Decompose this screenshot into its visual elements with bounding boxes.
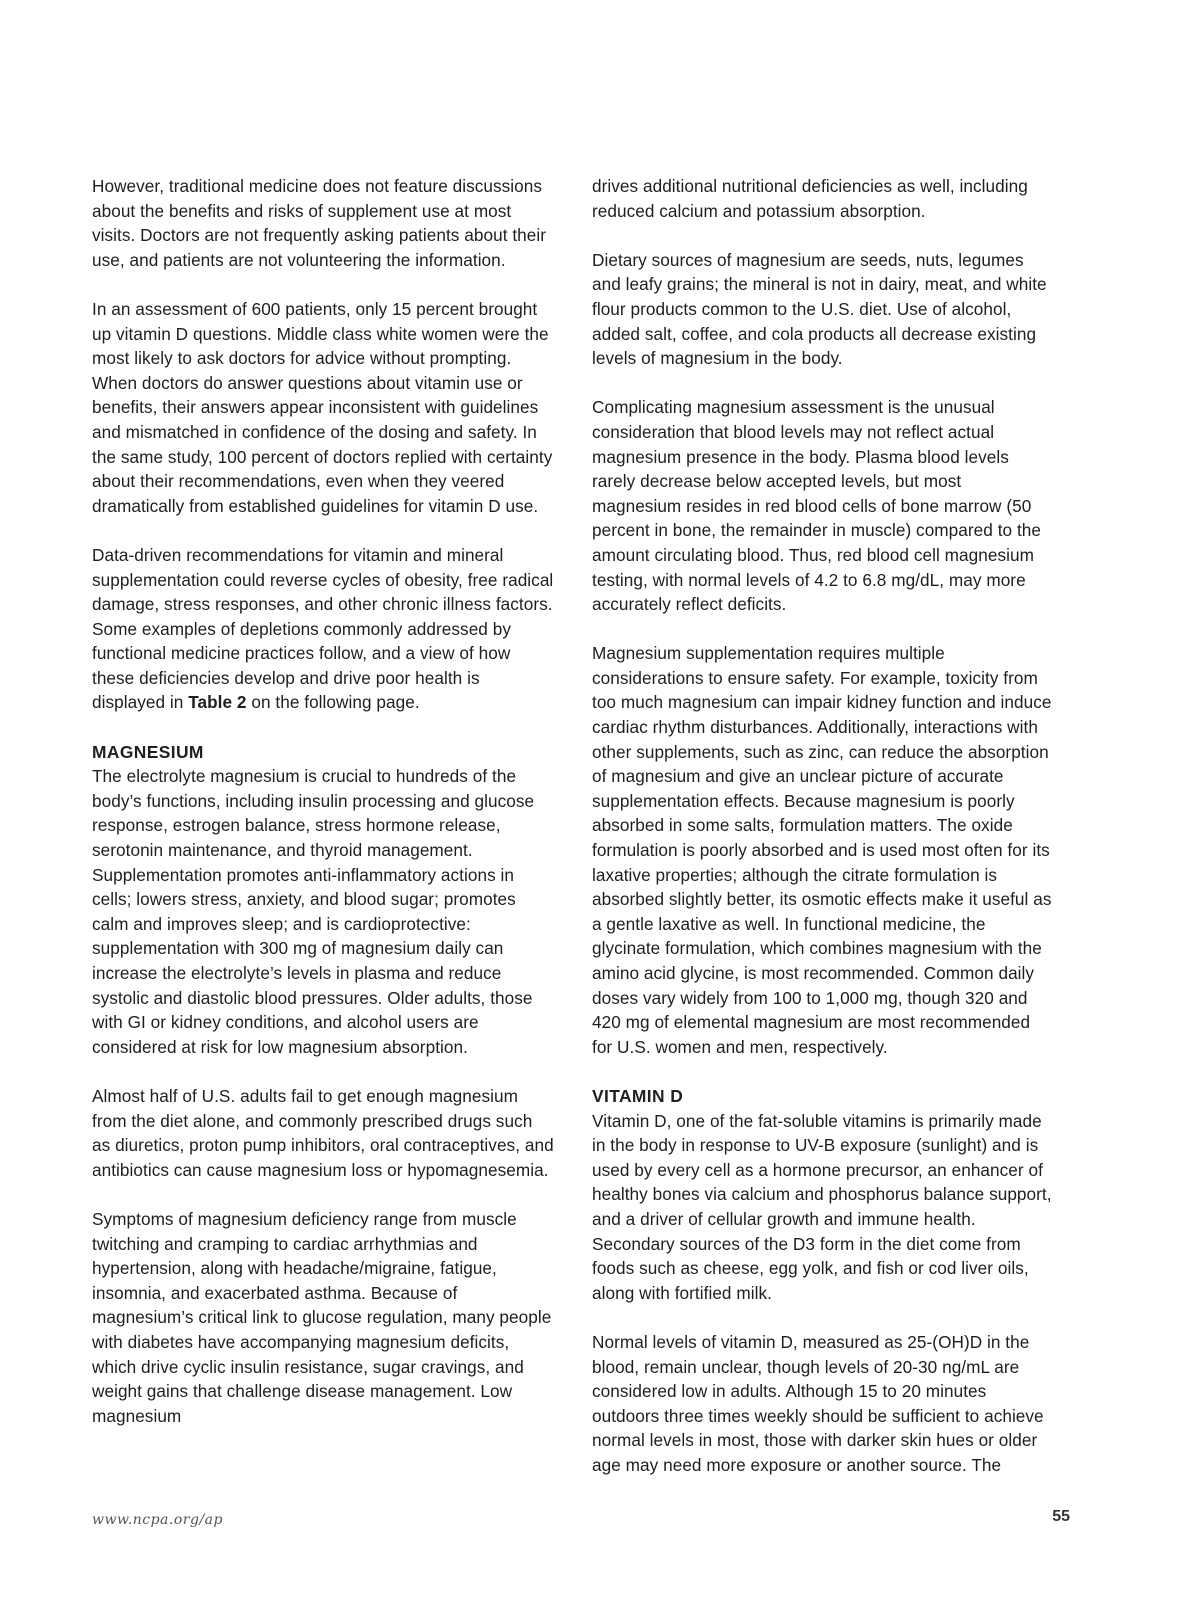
paragraph-data-driven-recommendations	[92, 543, 554, 715]
right-column	[592, 174, 1054, 1502]
paragraph-text: on the following page.	[246, 692, 420, 713]
footer-url: www.ncpa.org/ap	[92, 1512, 223, 1528]
paragraph-magnesium-assessment: Complicating magnesium assessment is the unusual consideration that blood levels may not reflect actual magnesium presence in the body. Plasma blood levels rarely decrease below accepted levels, but most magnesium resides in red blood cells of bone marrow (50 percent in bone, the remainder in muscle) compared to the amount circulating blood. Thus, red blood cell magnesium testing, with normal levels of 4.2 to 6.8 mg/dL, may more accurately reflect deficits.	[592, 397, 1042, 615]
paragraph-patient-assessment: In an assessment of 600 patients, only 15 percent brought up vitamin D questions. Middle class white women were the most likely to ask doctors for advice without prompting. When doctors do answer questions about vitamin use or benefits, their answers appear inconsistent with guidelines and mismatched in confidence of the dosing and safety. In the same study, 100 percent of doctors replied with certainty about their recommendations, even when they veered dramatically from established guidelines for vitamin D use.	[92, 298, 553, 516]
paragraph-magnesium-intake: Almost half of U.S. adults fail to get enough magnesium from the diet alone, and commonly prescribed drugs such as diuretics, proton pump inhibitors, oral contraceptives, and antibiotics can cause magnesium loss or hypomagnesemia.	[92, 1085, 554, 1180]
paragraph-text: Data-driven recommendations for vitamin and mineral supplementation could reverse cycles of obesity, free radical damage, stress responses, and other chronic illness factors. Some examples of depletions commonly addressed by functional medicine practices follow, and a view of how these deficiencies develop and drive poor health is displayed in	[92, 544, 554, 713]
section-heading-magnesium: MAGNESIUM	[92, 741, 204, 762]
paragraph-magnesium-supplementation: Magnesium supplementation requires multiple considerations to ensure safety. For example, toxicity from too much magnesium can impair kidney function and induce cardiac rhythm disturbances. Additionally, interactions with other supplements, such as zinc, can reduce the absorption of magnesium and give an unclear picture of accurate supplementation effects. Because magnesium is poorly absorbed in some salts, formulation matters. The oxide formulation is poorly absorbed and is used most often for its laxative properties; although the citrate formulation is absorbed slightly better, its osmotic effects make it useful as a gentle laxative as well. In functional medicine, the glycinate formulation, which combines magnesium with the amino acid glycine, is most recommended. Common daily doses vary widely from 100 to 1,000 mg, though 320 and 420 mg of elemental magnesium are most recommended for U.S. women and men, respectively.	[592, 643, 1052, 1057]
paragraph-dietary-sources: Dietary sources of magnesium are seeds, nuts, legumes and leafy grains; the mineral is not in dairy, meat, and white flour products common to the U.S. diet. Use of alcohol, added salt, coffee, and cola products all decrease existing levels of magnesium in the body.	[592, 249, 1047, 369]
paragraph-magnesium-symptoms: Symptoms of magnesium deficiency range from muscle twitching and cramping to cardiac arrhythmias and hypertension, along with headache/migraine, fatigue, insomnia, and exacerbated asthma. Because of magnesium’s critical link to glucose regulation, many people with diabetes have accompanying magnesium deficits, which drive cyclic insulin resistance, sugar cravings, and weight gains that challenge disease management. Low magnesium	[92, 1208, 552, 1426]
paragraph-vitamin-d-overview: Vitamin D, one of the fat-soluble vitamins is primarily made in the body in response to UV-B exposure (sunlight) and is used by every cell as a hormone precursor, an enhancer of healthy bones via calcium and phosphorus balance support, and a driver of cellular growth and immune health. Secondary sources of the D3 form in the diet come from foods such as cheese, egg yolk, and fish or cod liver oils, along with fortified milk.	[592, 1110, 1052, 1303]
section-heading-vitamin-d: VITAMIN D	[592, 1085, 684, 1106]
paragraph-magnesium-functions: The electrolyte magnesium is crucial to hundreds of the body’s functions, including insulin processing and glucose response, estrogen balance, stress hormone release, serotonin maintenance, and thyroid management. Supplementation promotes anti-inflammatory actions in cells; lowers stress, anxiety, and blood sugar; promotes calm and improves sleep; and is cardioprotective: supplementation with 300 mg of magnesium daily can increase the electrolyte’s levels in plasma and reduce systolic and diastolic blood pressures. Older adults, those with GI or kidney conditions, and alcohol users are considered at risk for low magnesium absorption.	[92, 766, 535, 1057]
paragraph-traditional-medicine: However, traditional medicine does not feature discussions about the benefits and risks of supplement use at most visits. Doctors are not frequently asking patients about their use, and patients are not volunteering the information.	[92, 176, 547, 270]
table-reference: Table 2	[188, 692, 247, 713]
page-number: 55	[1052, 1508, 1070, 1525]
left-column	[92, 174, 554, 1453]
paragraph-vitamin-d-levels: Normal levels of vitamin D, measured as 25-(OH)D in the blood, remain unclear, though levels of 20-30 ng/mL are considered low in adults. Although 15 to 20 minutes outdoors three times weekly should be sufficient to achieve normal levels in most, those with darker skin hues or older age may need more exposure or another source. The	[592, 1331, 1044, 1475]
paragraph-nutritional-deficiencies: drives additional nutritional deficiencies as well, including reduced calcium and potassium absorption.	[592, 176, 1028, 221]
